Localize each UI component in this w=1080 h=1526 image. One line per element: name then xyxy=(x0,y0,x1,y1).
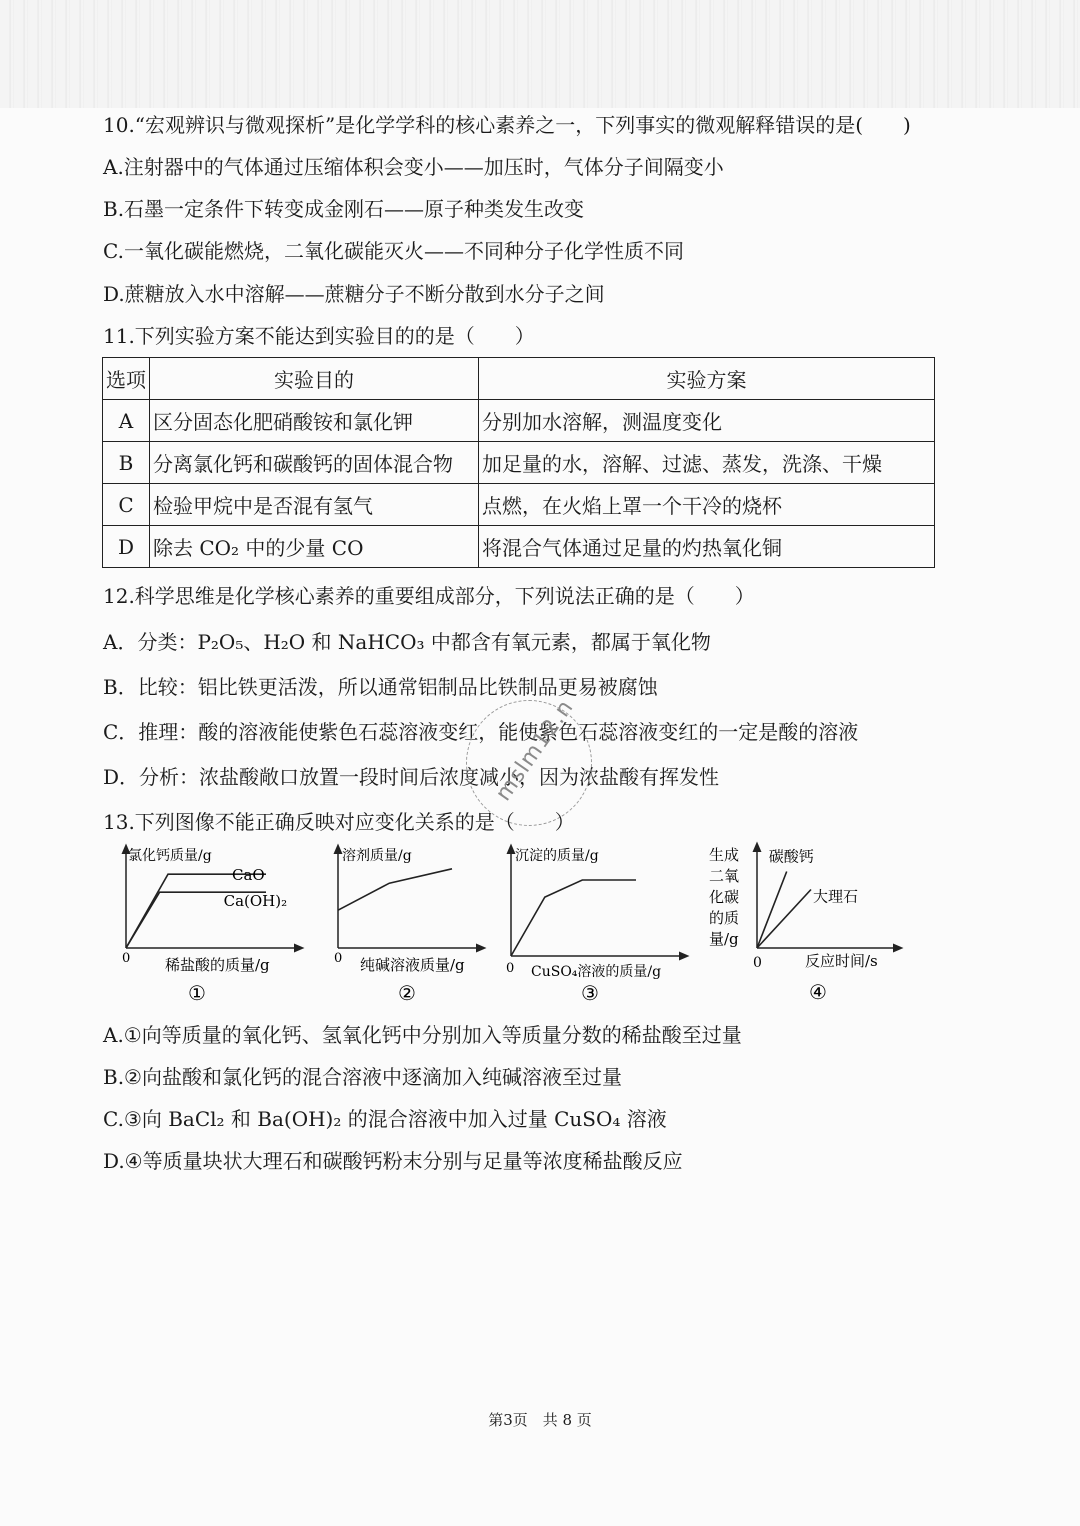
chart-4 xyxy=(705,840,905,1014)
chart-1-series-label: CaO xyxy=(232,866,265,885)
q12-stem: 12.科学思维是化学核心素养的重要组成部分，下列说法正确的是（ ） xyxy=(103,584,755,608)
q10-option-a: A.注射器中的气体通过压缩体积会变小——加压时，气体分子间隔变小 xyxy=(103,155,724,179)
header-purpose: 实验目的 xyxy=(150,358,479,400)
chart-3 xyxy=(495,840,690,1014)
chart-4-series-line xyxy=(757,872,787,949)
table-row xyxy=(103,400,935,442)
chart-1-series-line xyxy=(126,874,266,948)
row-plan: 分别加水溶解，测温度变化 xyxy=(479,400,935,442)
table-row xyxy=(103,442,935,484)
page-footer: 第3页 共 8 页 xyxy=(488,1411,592,1429)
chart-4-ylabel-4: 的质 xyxy=(709,909,740,927)
chart-4-number: ④ xyxy=(809,980,827,1004)
row-purpose: 区分固态化肥硝酸铵和氯化钾 xyxy=(150,400,479,442)
chart-2-xlabel: 纯碱溶液质量/g xyxy=(360,956,465,974)
q13-option-d: D.④等质量块状大理石和碳酸钙粉末分别与足量等浓度稀盐酸反应 xyxy=(103,1149,683,1173)
chart-3-xlabel: CuSO₄溶液的质量/g xyxy=(531,964,662,980)
chart-2-svg xyxy=(322,840,492,1010)
chart-4-ylabel-1: 生成 xyxy=(709,846,740,864)
q13-option-a: A.①向等质量的氧化钙、氢氧化钙中分别加入等质量分数的稀盐酸至过量 xyxy=(103,1023,742,1047)
chart-4-series-label: 碳酸钙 xyxy=(768,847,814,866)
row-purpose: 检验甲烷中是否混有氢气 xyxy=(150,484,479,526)
chart-3-ylabel: 沉淀的质量/g xyxy=(515,848,599,864)
q12-option-c: C．推理：酸的溶液能使紫色石蕊溶液变红，能使紫色石蕊溶液变红的一定是酸的溶液 xyxy=(103,720,859,744)
chart-2-ylabel: 溶剂质量/g xyxy=(342,848,412,864)
q12-option-b: B．比较：铝比铁更活泼，所以通常铝制品比铁制品更易被腐蚀 xyxy=(103,675,658,699)
chart-4-svg xyxy=(705,840,905,1010)
table-header-row xyxy=(103,358,935,400)
q10-option-b: B.石墨一定条件下转变成金刚石——原子种类发生改变 xyxy=(103,197,585,221)
chart-4-series-label: 大理石 xyxy=(813,887,859,906)
header-plan: 实验方案 xyxy=(479,358,935,400)
chart-2-origin: 0 xyxy=(334,951,343,966)
watermark-text: mslm12.n xyxy=(491,695,579,806)
q13-option-c: C.③向 BaCl₂ 和 Ba(OH)₂ 的混合溶液中加入过量 CuSO₄ 溶液 xyxy=(103,1107,667,1131)
chart-2 xyxy=(322,840,492,1014)
chart-1-xlabel: 稀盐酸的质量/g xyxy=(165,956,270,974)
chart-4-origin: 0 xyxy=(753,955,762,971)
row-plan: 将混合气体通过足量的灼热氧化铜 xyxy=(479,526,935,568)
chart-4-ylabel-3: 化碳 xyxy=(709,888,740,906)
scan-artifact-bar xyxy=(0,0,1080,108)
chart-3-svg xyxy=(495,840,690,1010)
table-row xyxy=(103,484,935,526)
row-purpose: 除去 CO₂ 中的少量 CO xyxy=(150,526,479,568)
chart-4-xlabel: 反应时间/s xyxy=(805,952,878,970)
q12-option-a: A．分类：P₂O₅、H₂O 和 NaHCO₃ 中都含有氧元素，都属于氧化物 xyxy=(103,630,711,654)
header-option: 选项 xyxy=(103,358,150,400)
row-option: D xyxy=(103,526,150,568)
chart-3-series-line xyxy=(511,880,636,956)
chart-4-ylabel-2: 二氧 xyxy=(709,867,740,885)
q12-option-d: D．分析：浓盐酸敞口放置一段时间后浓度减小，因为浓盐酸有挥发性 xyxy=(103,765,720,789)
chart-1-svg xyxy=(110,840,310,1010)
row-plan: 加足量的水，溶解、过滤、蒸发，洗涤、干燥 xyxy=(479,442,935,484)
chart-1-series-label: Ca(OH)₂ xyxy=(223,892,288,911)
chart-1-ylabel: 氯化钙质量/g xyxy=(128,848,212,864)
q10-option-c: C.一氧化碳能燃烧，二氧化碳能灭火——不同种分子化学性质不同 xyxy=(103,239,684,263)
row-plan: 点燃，在火焰上罩一个干冷的烧杯 xyxy=(479,484,935,526)
chart-3-number: ③ xyxy=(581,981,599,1005)
row-option: C xyxy=(103,484,150,526)
chart-3-origin: 0 xyxy=(506,961,515,976)
q10-option-d: D.蔗糖放入水中溶解——蔗糖分子不断分散到水分子之间 xyxy=(103,282,605,306)
q10-stem: 10.“宏观辨识与微观探析”是化学学科的核心素养之一，下列事实的微观解释错误的是( ) xyxy=(103,113,911,137)
chart-1-origin: 0 xyxy=(122,951,131,966)
chart-1-number: ① xyxy=(188,981,206,1005)
chart-4-ylabel-5: 量/g xyxy=(709,930,739,948)
q11-stem: 11.下列实验方案不能达到实验目的的是（ ） xyxy=(103,324,535,348)
chart-2-series-line xyxy=(338,869,452,910)
chart-4-series-line xyxy=(757,890,811,949)
q11-table xyxy=(102,357,935,568)
table-row xyxy=(103,526,935,568)
chart-2-number: ② xyxy=(398,981,416,1005)
q13-stem: 13.下列图像不能正确反映对应变化关系的是（ ） xyxy=(103,810,575,834)
row-purpose: 分离氯化钙和碳酸钙的固体混合物 xyxy=(150,442,479,484)
row-option: B xyxy=(103,442,150,484)
q13-option-b: B.②向盐酸和氯化钙的混合溶液中逐滴加入纯碱溶液至过量 xyxy=(103,1065,622,1089)
chart-1 xyxy=(110,840,310,1014)
row-option: A xyxy=(103,400,150,442)
